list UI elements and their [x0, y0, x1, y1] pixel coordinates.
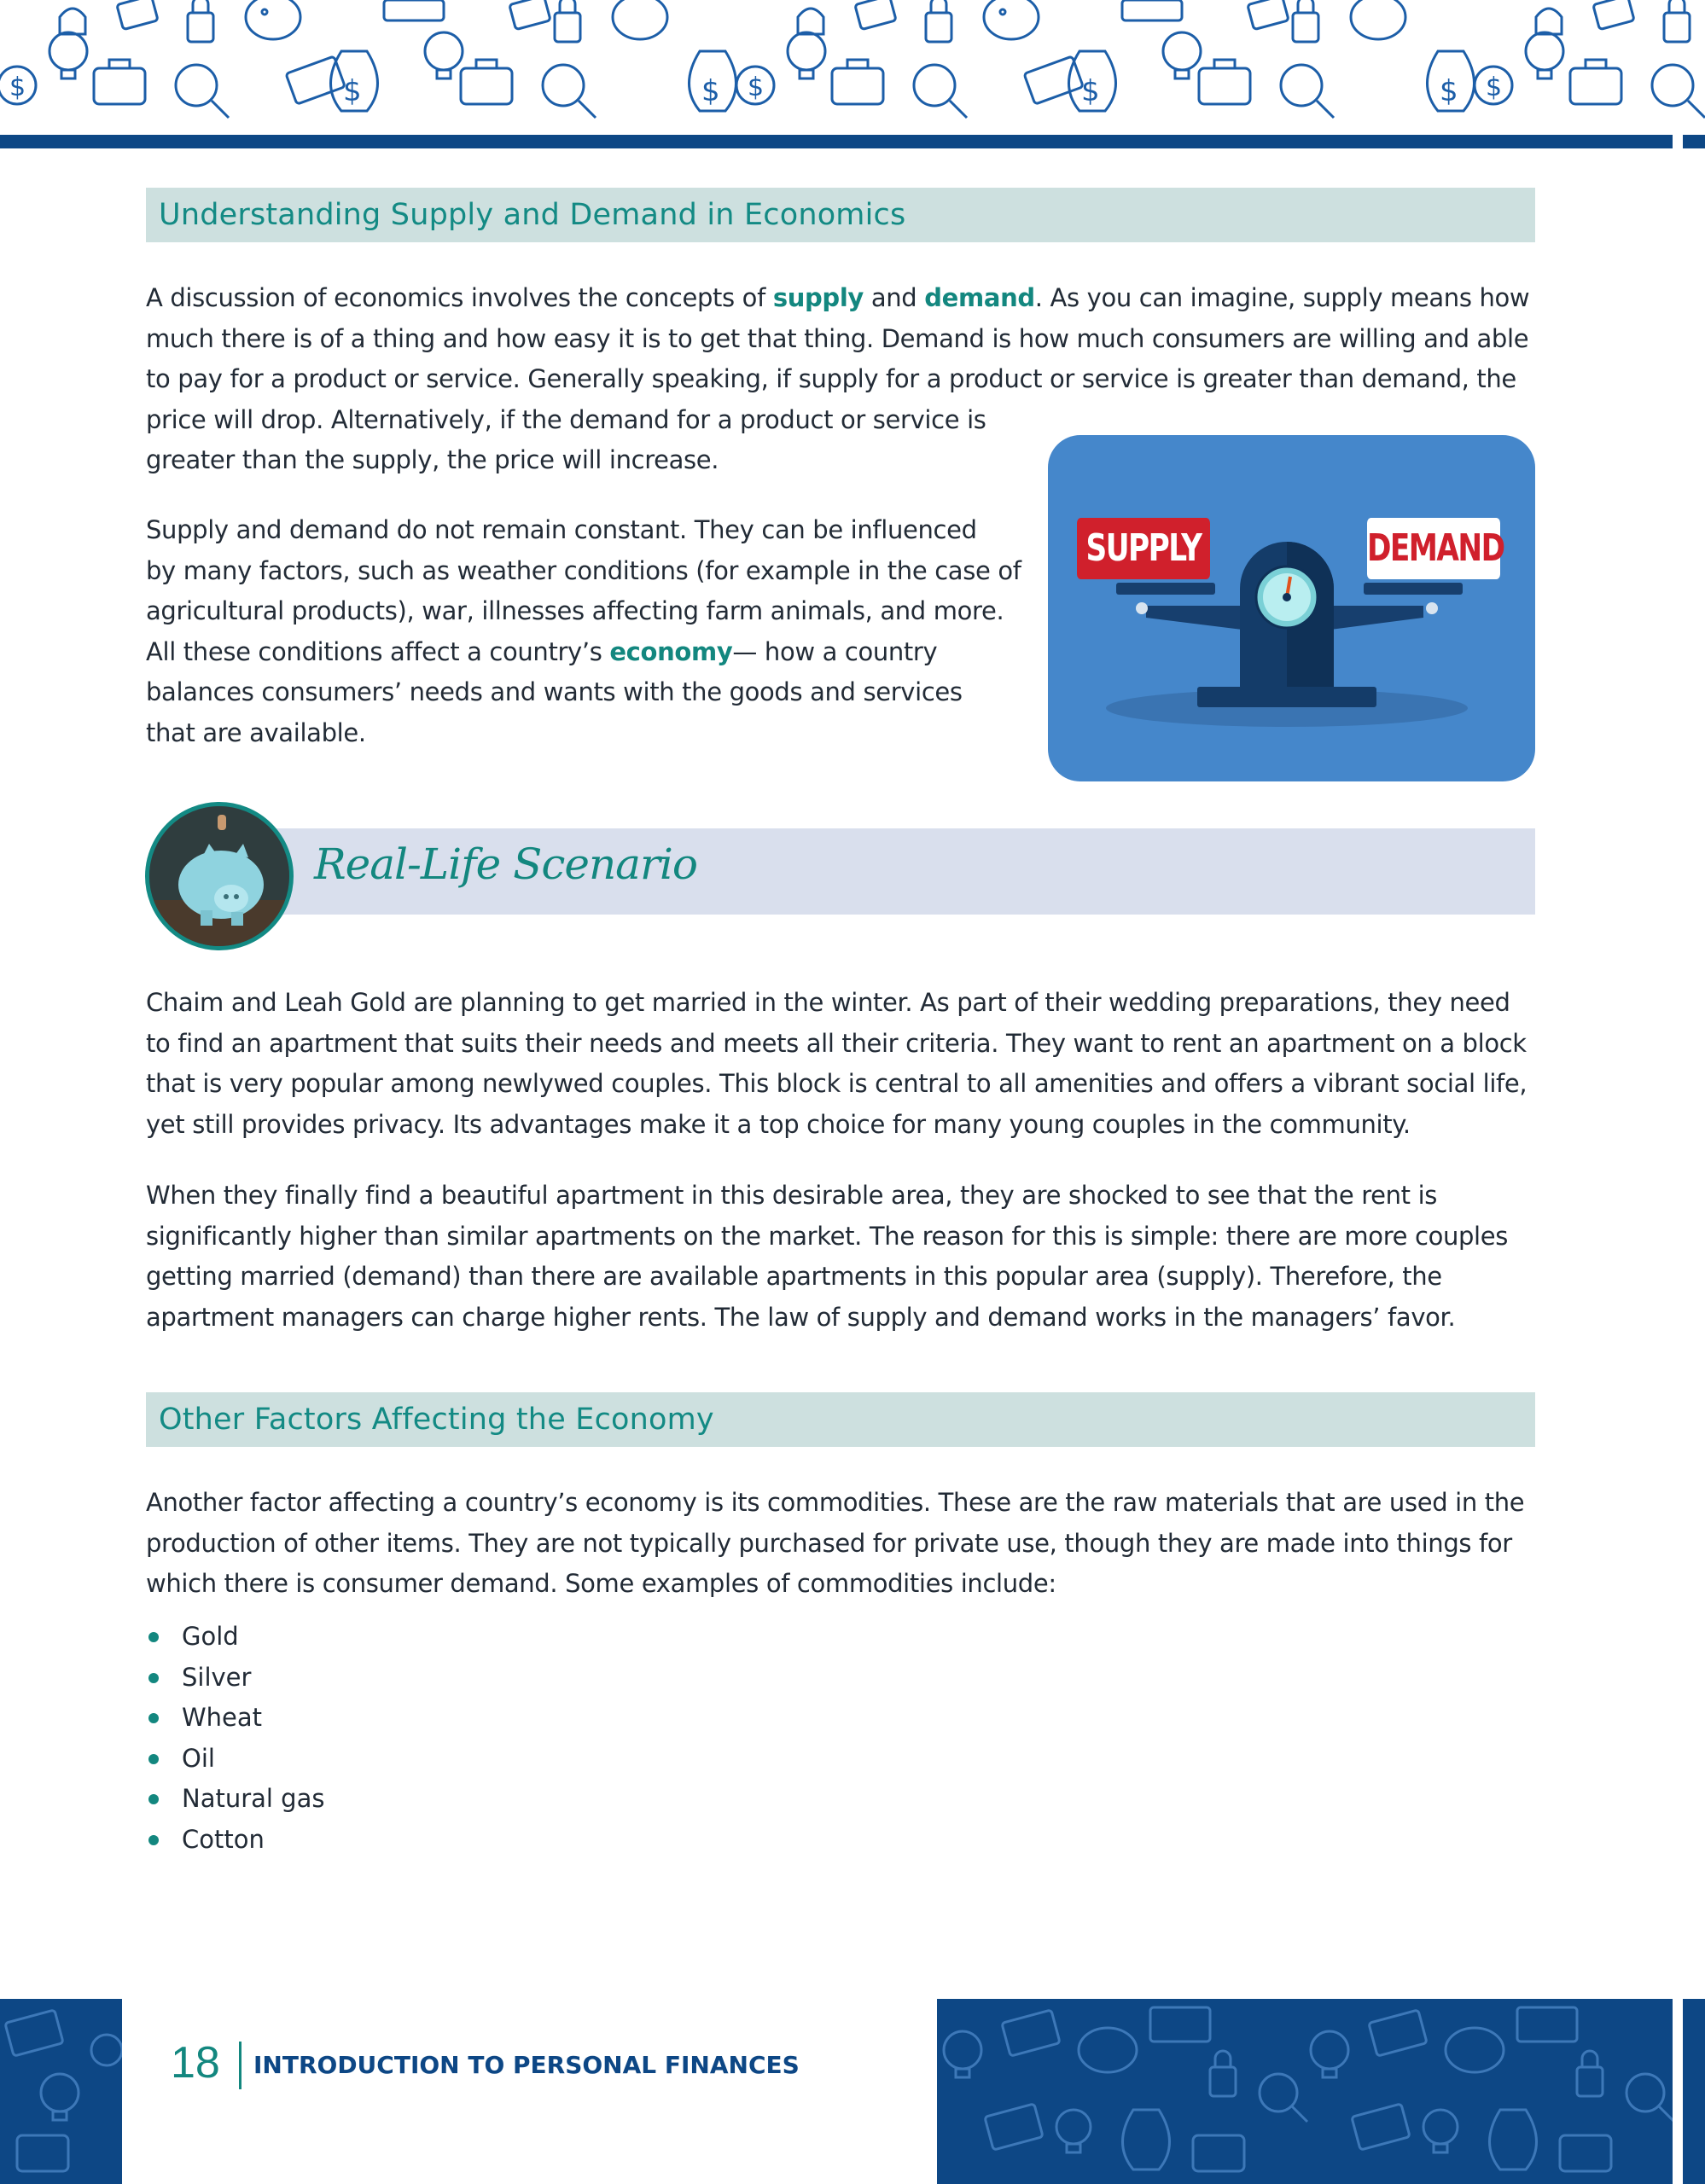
section-header-other-factors — [146, 1392, 1535, 1447]
footer-divider — [239, 2042, 241, 2089]
text-line: which there is consumer demand. Some examples of commodities include: — [146, 1569, 1056, 1598]
bullet-icon — [148, 1632, 159, 1642]
bullet-icon — [148, 1754, 159, 1764]
text-line: to find an apartment that suits their needs and meets all their criteria. They want to rent an apartment on a block — [146, 1028, 1527, 1058]
bullet-icon — [148, 1835, 159, 1845]
list-item-label: Cotton — [182, 1824, 265, 1854]
list-item — [146, 1617, 324, 1658]
list-item-label: Gold — [182, 1622, 239, 1651]
footer-edge-stripe — [1683, 1999, 1705, 2184]
list-item-label: Wheat — [182, 1703, 263, 1732]
text-line: by many factors, such as weather conditions (for example in the case of — [146, 555, 1021, 585]
doodle-pattern-icon — [0, 1999, 122, 2184]
text-line: that is very popular among newlywed couples. This block is central to all amenities and offers a vibrant social life, — [146, 1069, 1528, 1098]
svg-text:$: $ — [9, 73, 26, 102]
text-run: and — [870, 283, 917, 312]
section-header-supply-demand — [146, 188, 1535, 242]
text-line — [146, 632, 1025, 673]
section-title: Understanding Supply and Demand in Economics — [159, 198, 906, 232]
text-run: All these conditions affect a country’s — [146, 636, 602, 666]
paragraph-scenario-intro — [146, 983, 1545, 1145]
header-stripe — [0, 135, 1673, 148]
balance-scale-icon — [1048, 435, 1535, 781]
text-line: Another factor affecting a country’s economy is its commodities. These are the raw materials that are used in the — [146, 1488, 1525, 1517]
text-line: that are available. — [146, 717, 366, 747]
text-line: to pay for a product or service. Generally speaking, if supply for a product or service is greater than demand, the — [146, 364, 1516, 393]
svg-text:$: $ — [701, 74, 720, 108]
header-pattern-band — [0, 0, 1705, 150]
supply-sign: SUPPLY — [1077, 518, 1210, 579]
list-item — [146, 1658, 324, 1699]
footer-pattern-right — [937, 1999, 1673, 2184]
text-line: significantly higher than similar apartments on the market. The reason for this is simple: there are more couples — [146, 1221, 1509, 1251]
footer-pattern-left — [0, 1999, 122, 2184]
doodle-pattern-icon — [0, 0, 1705, 136]
text-line: apartment managers can charge higher rents. The law of supply and demand works in the managers’ favor. — [146, 1302, 1456, 1332]
text-line — [146, 278, 1545, 319]
bullet-icon — [148, 1713, 159, 1723]
list-item — [146, 1739, 324, 1780]
text-line: yet still provides privacy. Its advantages make it a top choice for many young couples in the community. — [146, 1109, 1411, 1139]
page-number: 18 — [171, 2038, 220, 2088]
paragraph-supply-demand-factors — [146, 510, 1025, 753]
text-line: much there is of a thing and how easy it is to get that thing. Demand is how much consumers are willing and able — [146, 323, 1529, 353]
text-run: A discussion of economics involves the concepts of — [146, 283, 765, 312]
bullet-icon — [148, 1794, 159, 1804]
section-title: Other Factors Affecting the Economy — [159, 1403, 714, 1437]
list-item — [146, 1820, 324, 1861]
text-line: getting married (demand) than there are available apartments in this popular area (supply). Therefore, the — [146, 1262, 1442, 1291]
bullet-icon — [148, 1673, 159, 1683]
text-line: price will drop. Alternatively, if the demand for a product or service is — [146, 404, 986, 434]
keyword-economy: economy — [609, 636, 733, 666]
text-run: . As you can imagine, supply means how — [1034, 283, 1530, 312]
text-line: When they finally find a beautiful apartment in this desirable area, they are shocked to see that the rent is — [146, 1181, 1438, 1210]
text-line: Supply and demand do not remain constant. They can be influenced — [146, 515, 977, 544]
supply-demand-scale-illustration — [1048, 435, 1535, 781]
piggy-bank-photo — [145, 802, 294, 950]
text-line: greater than the supply, the price will increase. — [146, 445, 719, 474]
demand-sign: DEMAND — [1367, 518, 1500, 579]
keyword-demand: demand — [924, 283, 1035, 312]
text-line: agricultural products), war, illnesses affecting farm animals, and more. — [146, 596, 1004, 625]
text-line: Chaim and Leah Gold are planning to get married in the winter. As part of their wedding preparations, they need — [146, 988, 1510, 1017]
paragraph-commodities — [146, 1483, 1545, 1605]
list-item-label: Oil — [182, 1743, 215, 1773]
list-item-label: Silver — [182, 1662, 252, 1692]
text-line: balances consumers’ needs and wants with the goods and services — [146, 677, 963, 706]
list-item — [146, 1779, 324, 1820]
paragraph-scenario-outcome — [146, 1176, 1545, 1338]
doodle-pattern-icon — [937, 1999, 1673, 2184]
svg-text:$: $ — [343, 74, 362, 108]
commodities-list — [146, 1617, 324, 1860]
piggy-bank-icon — [149, 806, 289, 946]
list-item — [146, 1698, 324, 1739]
keyword-supply: supply — [772, 283, 864, 312]
list-item-label: Natural gas — [182, 1784, 325, 1813]
scenario-title: Real-Life Scenario — [314, 839, 697, 889]
header-stripe-edge — [1683, 135, 1705, 148]
text-line: production of other items. They are not typically purchased for private use, though they are made into things for — [146, 1528, 1512, 1558]
text-run: — how a country — [732, 636, 938, 666]
footer-book-title: INTRODUCTION TO PERSONAL FINANCES — [253, 2051, 800, 2079]
